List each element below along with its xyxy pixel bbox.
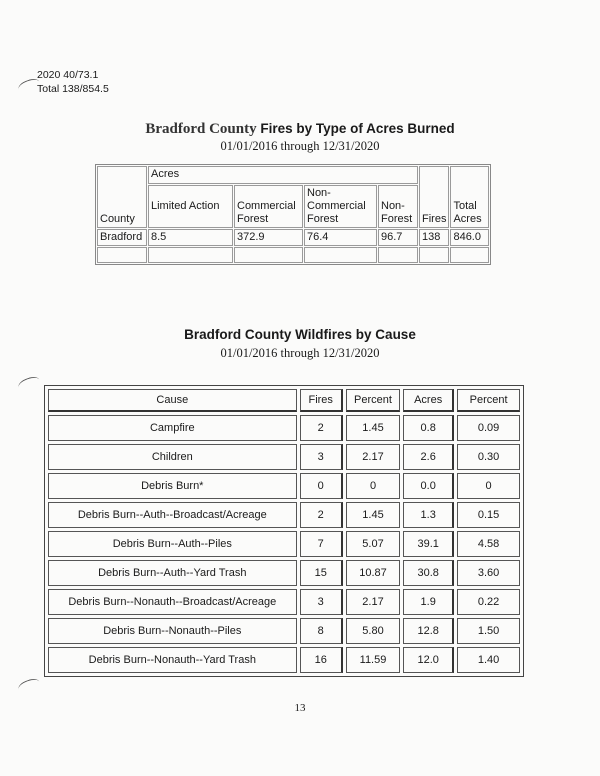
table-row <box>48 473 520 499</box>
cell-total: 846.0 <box>450 229 489 246</box>
nonforest-l1: Non- <box>381 200 405 212</box>
cell-cause: Debris Burn--Nonauth--Broadcast/Acreage <box>48 589 297 615</box>
cell-acres: 30.8 <box>403 560 454 586</box>
cell-nonforest: 96.7 <box>378 229 418 246</box>
cell-percent-acres: 1.50 <box>457 618 520 644</box>
cell-percent: 5.80 <box>346 618 400 644</box>
cell-percent: 2.17 <box>346 444 400 470</box>
header-acres: Acres <box>148 166 418 184</box>
cell-acres: 39.1 <box>403 531 454 557</box>
header-limited-action: Limited Action <box>148 185 233 228</box>
cause-table <box>44 385 524 677</box>
cell-fires: 7 <box>300 531 343 557</box>
cell-cause: Campfire <box>48 415 297 441</box>
cell-county: Bradford <box>97 229 147 246</box>
cell-fires: 15 <box>300 560 343 586</box>
page-number: 13 <box>294 702 306 714</box>
cell-cause: Debris Burn--Nonauth--Yard Trash <box>48 647 297 673</box>
header-commercial-forest <box>234 185 303 228</box>
noncom-l3: Forest <box>307 213 339 225</box>
header-nonforest <box>378 185 418 228</box>
cell-percent-acres: 4.58 <box>457 531 520 557</box>
acres-row-bradford <box>97 229 489 246</box>
com-l2: Forest <box>237 213 269 225</box>
cell-cause: Debris Burn--Auth--Yard Trash <box>48 560 297 586</box>
table-row <box>48 647 520 673</box>
cell-percent: 11.59 <box>346 647 400 673</box>
cell-percent-acres: 3.60 <box>457 560 520 586</box>
cell-percent: 1.45 <box>346 415 400 441</box>
cell-fires: 3 <box>300 444 343 470</box>
cell-cause: Debris Burn--Nonauth--Piles <box>48 618 297 644</box>
header-total-acres <box>450 166 489 228</box>
cell-cause: Children <box>48 444 297 470</box>
cell-percent-acres: 1.40 <box>457 647 520 673</box>
cell-commercial: 372.9 <box>234 229 303 246</box>
cell-fires: 2 <box>300 415 343 441</box>
acres-table-title <box>0 121 600 138</box>
header-fires: Fires <box>300 389 343 412</box>
note-line-2: Total 138/854.5 <box>37 83 109 95</box>
table-row <box>48 531 520 557</box>
header-percent-acres: Percent <box>457 389 520 412</box>
cell-fires: 16 <box>300 647 343 673</box>
cell-cause: Debris Burn* <box>48 473 297 499</box>
cell-cause: Debris Burn--Auth--Piles <box>48 531 297 557</box>
scan-mark <box>17 677 41 695</box>
cell-empty <box>97 247 147 263</box>
noncom-l2: Commercial <box>307 200 366 212</box>
nonforest-l2: Forest <box>381 213 413 225</box>
com-l1: Commercial <box>237 200 296 212</box>
cell-percent-acres: 0 <box>457 473 520 499</box>
acres-row-empty <box>97 247 489 263</box>
cell-percent: 0 <box>346 473 400 499</box>
cell-fires: 8 <box>300 618 343 644</box>
cause-table-subtitle: 01/01/2016 through 12/31/2020 <box>220 346 380 360</box>
cell-acres: 2.6 <box>403 444 454 470</box>
cell-percent: 1.45 <box>346 502 400 528</box>
noncom-l1: Non- <box>307 187 331 199</box>
cell-fires: 3 <box>300 589 343 615</box>
cell-empty <box>234 247 303 263</box>
table-row <box>48 589 520 615</box>
scan-mark <box>17 375 41 393</box>
cell-acres: 1.3 <box>403 502 454 528</box>
header-fires: Fires <box>419 166 449 228</box>
cell-acres: 12.8 <box>403 618 454 644</box>
acres-header-top <box>97 166 489 184</box>
cell-percent-acres: 0.15 <box>457 502 520 528</box>
cell-empty <box>419 247 449 263</box>
table-row <box>48 444 520 470</box>
cell-acres: 12.0 <box>403 647 454 673</box>
cell-empty <box>378 247 418 263</box>
header-county: County <box>97 166 147 228</box>
cell-acres: 0.8 <box>403 415 454 441</box>
table-row <box>48 618 520 644</box>
acres-table <box>95 164 491 265</box>
cell-percent: 2.17 <box>346 589 400 615</box>
note-line-1: 2020 40/73.1 <box>37 69 99 81</box>
header-noncommercial-forest <box>304 185 377 228</box>
total-l1: Total <box>453 200 477 212</box>
cell-noncommercial: 76.4 <box>304 229 377 246</box>
cell-percent: 5.07 <box>346 531 400 557</box>
table-row <box>48 502 520 528</box>
cell-fires: 138 <box>419 229 449 246</box>
acres-title-rest: Fires by Type of Acres Burned <box>256 121 455 136</box>
cell-percent: 10.87 <box>346 560 400 586</box>
cell-empty <box>450 247 489 263</box>
total-l2: Acres <box>453 213 482 225</box>
cause-table-title: Bradford County Wildfires by Cause <box>184 327 416 342</box>
cell-empty <box>304 247 377 263</box>
header-percent: Percent <box>346 389 400 412</box>
cell-empty <box>148 247 233 263</box>
cell-fires: 0 <box>300 473 343 499</box>
cell-acres: 0.0 <box>403 473 454 499</box>
header-acres: Acres <box>403 389 454 412</box>
handwritten-note <box>37 68 109 96</box>
table-row <box>48 415 520 441</box>
acres-table-subtitle: 01/01/2016 through 12/31/2020 <box>220 139 380 153</box>
cell-acres: 1.9 <box>403 589 454 615</box>
cell-limited: 8.5 <box>148 229 233 246</box>
table-row <box>48 560 520 586</box>
cell-percent-acres: 0.09 <box>457 415 520 441</box>
acres-title-county: Bradford County <box>145 121 257 137</box>
header-cause: Cause <box>48 389 297 412</box>
cell-percent-acres: 0.22 <box>457 589 520 615</box>
cell-fires: 2 <box>300 502 343 528</box>
cell-percent-acres: 0.30 <box>457 444 520 470</box>
cell-cause: Debris Burn--Auth--Broadcast/Acreage <box>48 502 297 528</box>
cause-header-row <box>48 389 520 412</box>
